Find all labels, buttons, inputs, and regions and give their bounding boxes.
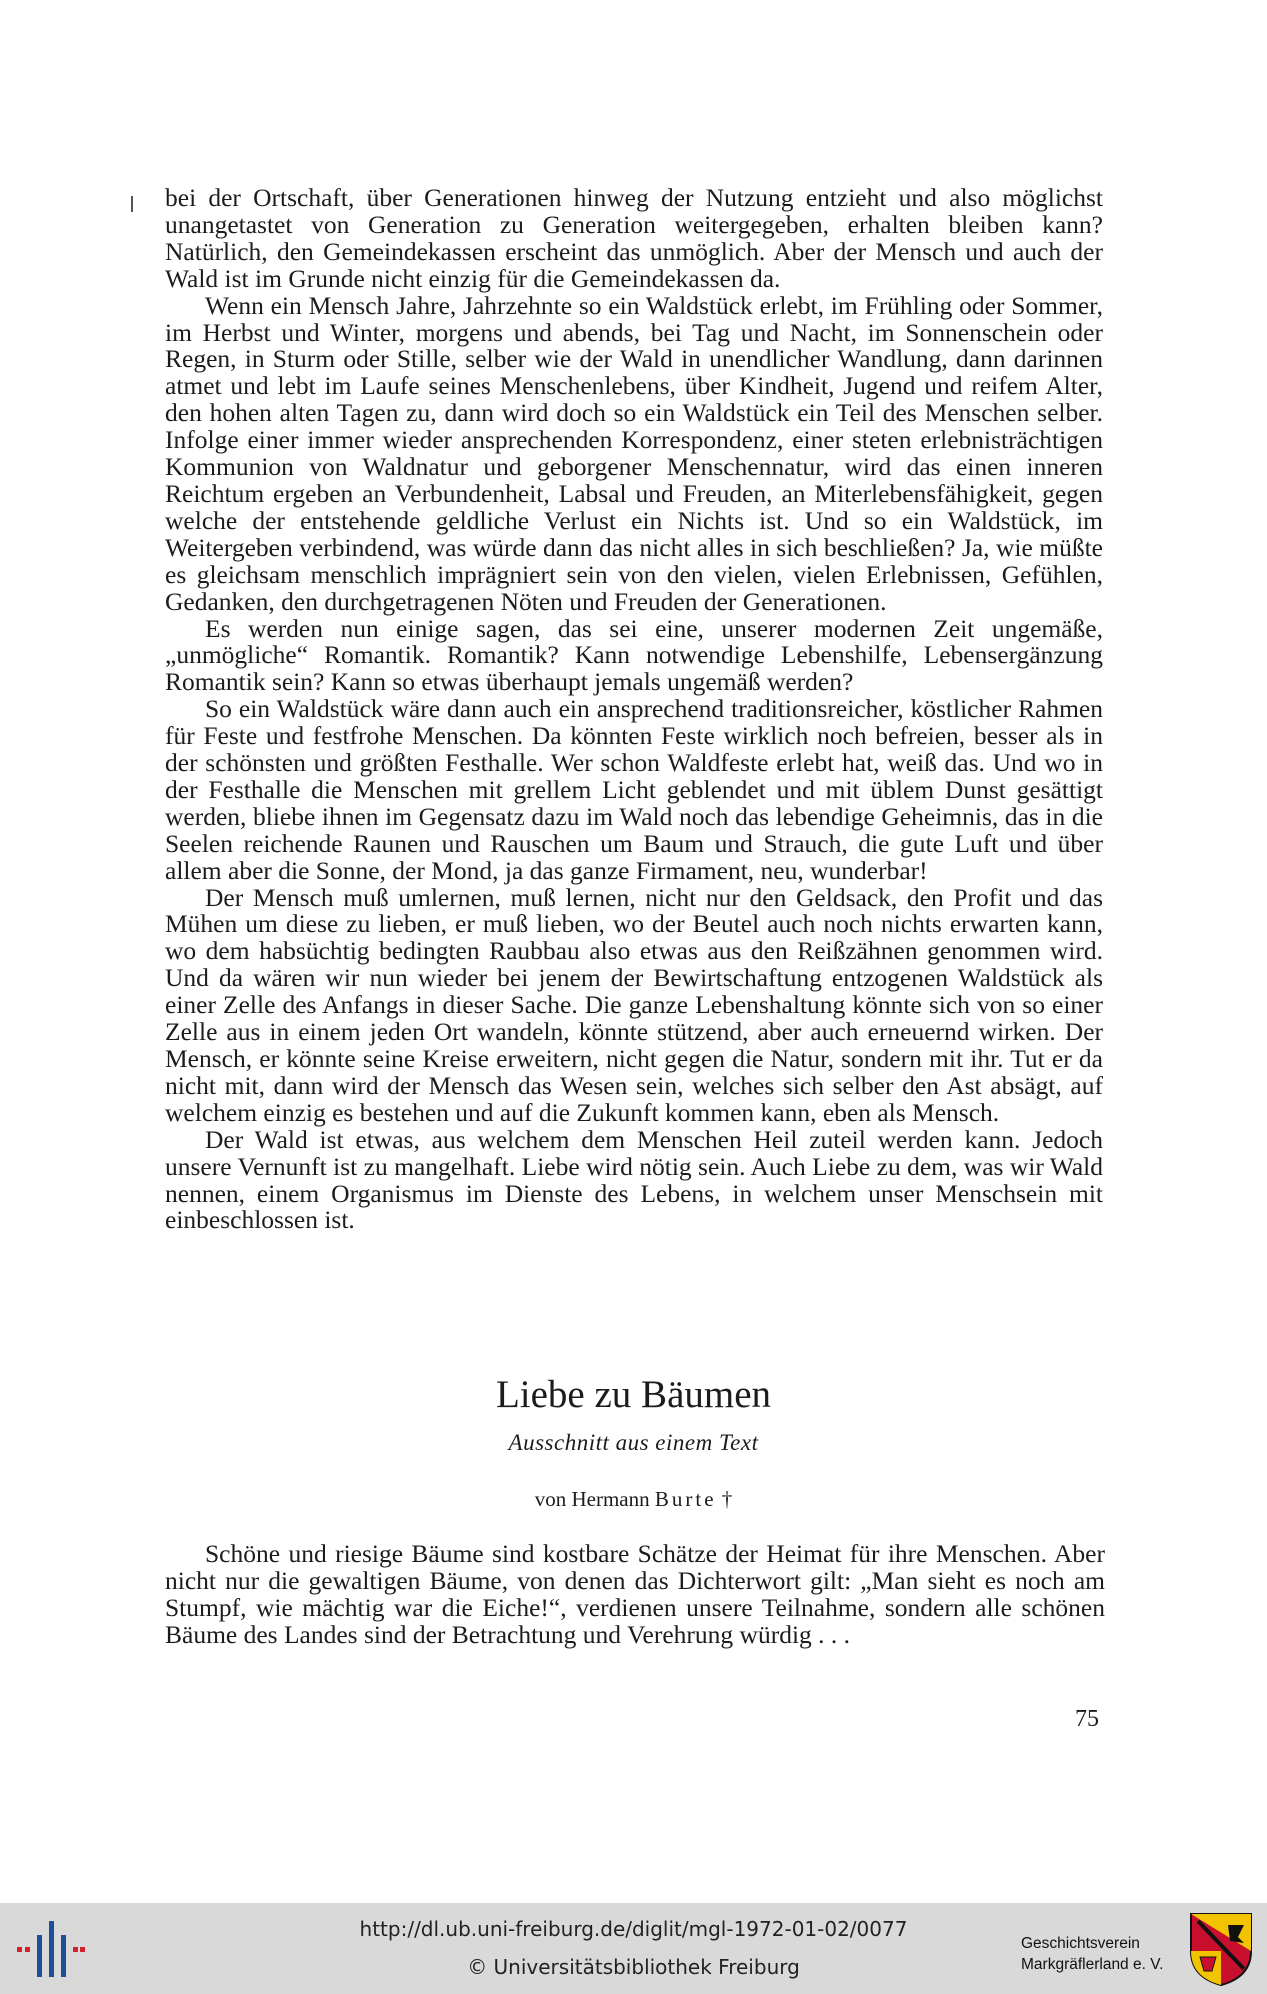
- paragraph: Wenn ein Mensch Jahre, Jahrzehnte so ein Waldstück erlebt, im Frühling oder Sommer, im Herbst und Winter, morgens und abends, bei Tag und Nacht, im Sonnenschein oder Regen, in Sturm oder Stille, selber wie der Wald in unendlicher Wandlung, dann darinnen atmet und lebt im Laufe seines Menschenlebens, über Kindheit, Jugend und reifem Alter, den hohen alten Tagen zu, dann wird doch so ein Waldstück ein Teil des Menschen selber. Infolge einer immer wieder ansprechenden Korrespondenz, einer steten erlebnisträchtigen Kommunion von Waldnatur und geborgener Menschennatur, wird das einen inneren Reichtum ergeben an Verbundenheit, Labsal und Freuden, an Miterlebensfähigkeit, gegen welche der entstehende geldliche Verlust ein Nichts ist. Und so ein Waldstück, im Weitergeben verbindend, was würde dann das nicht alles in sich beschließen? Ja, wie müßte es gleichsam menschlich imprägniert sein von den vielen, vielen Erlebnissen, Gefühlen, Gedanken, den durchgetragenen Nöten und Freuden der Generationen.: [165, 290, 1103, 616]
- paragraph: bei der Ortschaft, über Generationen hinweg der Nutzung entzieht und also möglichst unangetastet von Generation zu Generation weitergegeben, erhalten bleiben kann? Natürlich, den Gemeindekassen erscheint das unmöglich. Aber der Mensch und auch der Wald ist im Grunde nicht einzig für die Gemeindekassen da.: [165, 183, 1103, 293]
- footer-bar: [0, 1903, 1267, 1994]
- footer-url-link[interactable]: http://dl.ub.uni-freiburg.de/diglit/mgl-1972-01-02/0077: [359, 1917, 908, 1941]
- section-title: Liebe zu Bäumen: [495, 1373, 772, 1416]
- society-name: [1021, 1933, 1171, 1975]
- paragraph: Es werden nun einige sagen, das sei eine, unserer modernen Zeit ungemäße, „unmögliche“ Romantik. Romantik? Kann notwendige Lebenshilfe, Lebensergänzung Romantik sein? Kann so etwas überhaupt jemals ungemäß werden?: [165, 613, 1103, 697]
- page-number: 75: [1075, 1706, 1099, 1732]
- paragraph: Der Mensch muß umlernen, muß lernen, nicht nur den Geldsack, den Profit und das Mühen um diese zu lieben, er muß lieben, wo der Beutel auch noch nichts erwarten kann, wo dem habsüchtig bedingten Raubbau also etwas aus den Reißzähnen genommen wird. Und da wären wir nun wieder bei jenem der Bewirtschaftung entzogenen Waldstück als einer Zelle des Anfangs in dieser Sache. Die ganze Lebenshaltung könnte sich von so einer Zelle aus in einem jeden Ort wandeln, könnte stützend, aber auch erneuernd wirken. Der Mensch, er könnte seine Kreise erweitern, nicht gegen die Natur, sondern mit ihr. Tut er da nicht mit, dann wird der Mensch das Wesen sein, welches sich selber den Ast absägt, auf welchem einzig es bestehen und auf die Zukunft kommen kann, eben als Mensch.: [165, 882, 1103, 1127]
- section-subtitle: Ausschnitt aus einem Text: [508, 1430, 759, 1455]
- author-suffix: †: [716, 1487, 733, 1511]
- excerpt-paragraph: Schöne und riesige Bäume sind kostbare Schätze der Heimat für ihre Menschen. Aber nicht nur die gewaltigen Bäume, von denen das Dichterwort gilt: „Man sieht es noch am Stumpf, wie mächtig war die Eiche!“, verdienen unsere Teilnahme, sondern alle schönen Bäume des Landes sind der Betrachtung und Verehrung würdig . . .: [165, 1539, 1105, 1649]
- paragraph: Der Wald ist etwas, aus welchem dem Menschen Heil zuteil werden kann. Jedoch unsere Vernunft ist zu mangelhaft. Liebe wird nötig sein. Auch Liebe zu dem, was wir Wald nennen, einem Organismus im Dienste des Lebens, in welchem unser Menschsein mit einbeschlossen ist.: [165, 1124, 1103, 1235]
- society-line-2: Markgräflerland e. V.: [1021, 1956, 1164, 1973]
- margin-marker: [131, 196, 133, 212]
- paragraph: So ein Waldstück wäre dann auch ein ansprechend traditionsreicher, köstlicher Rahmen für Feste und festfrohe Menschen. Da könnten Feste wirklich noch befreien, besser als in der schönsten und größten Festhalle. Wer schon Waldfeste erlebt hat, weiß das. Und wo in der Festhalle die Menschen mit grellem Licht geblendet und mit üblem Dunst gesättigt werden, bliebe ihnen im Gegensatz dazu im Wald noch das lebendige Geheimnis, das in die Seelen reichende Raunen und Rauschen um Baum und Strauch, die gute Luft und über allem aber die Sonne, der Mond, ja das ganze Firmament, neu, wunderbar!: [165, 694, 1103, 885]
- footer-copyright: © Universitätsbibliothek Freiburg: [467, 1955, 800, 1979]
- society-line-1: Geschichtsverein: [1021, 1935, 1140, 1952]
- author-prefix: von Hermann: [534, 1487, 655, 1511]
- author-name: Burte: [654, 1487, 717, 1511]
- author-line: [0, 1487, 1267, 1512]
- coat-of-arms-icon: [1188, 1911, 1254, 1987]
- article-body: [165, 185, 1103, 1234]
